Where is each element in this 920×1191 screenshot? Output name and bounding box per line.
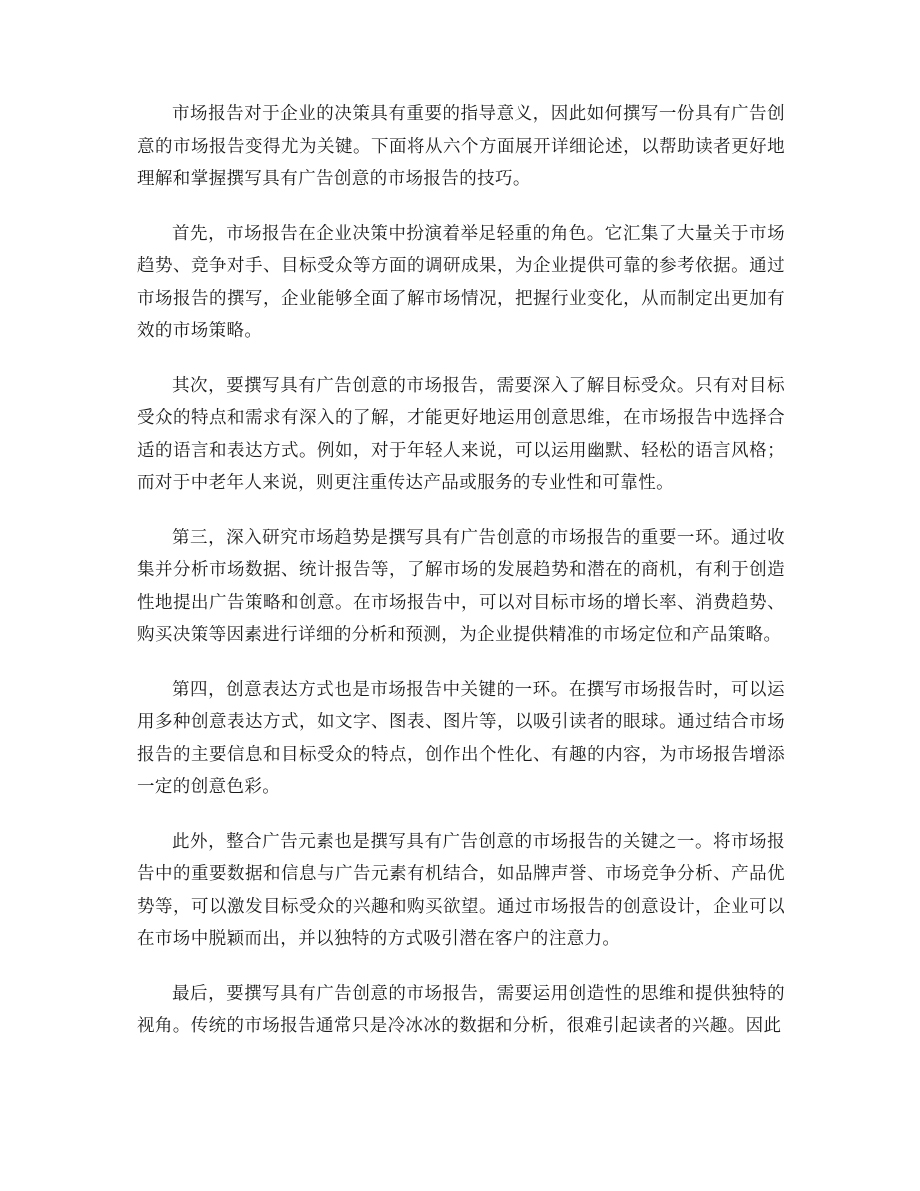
paragraph-intro: 市场报告对于企业的决策具有重要的指导意义，因此如何撰写一份具有广告创意的市场报告变得尤为关键。下面将从六个方面展开详细论述，以帮助读者更好地理解和掌握撰写具有广告创意的市场报告的技巧。 [137, 104, 785, 189]
document-body [137, 98, 785, 1065]
paragraph-third: 第三，深入研究市场趋势是撰写具有广告创意的市场报告的重要一环。通过收集并分析市场数据、统计报告等，了解市场的发展趋势和潜在的商机，有利于创造性地提出广告策略和创意。在市场报告中，可以对目标市场的增长率、消费趋势、购买决策等因素进行详细的分析和预测，为企业提供精准的市场定位和产品策略。 [137, 527, 785, 645]
paragraph-additionally: 此外，整合广告元素也是撰写具有广告创意的市场报告的关键之一。将市场报告中的重要数据和信息与广告元素有机结合，如品牌声誉、市场竞争分析、产品优势等，可以激发目标受众的兴趣和购买欲望。通过市场报告的创意设计，企业可以在市场中脱颖而出，并以独特的方式吸引潜在客户的注意力。 [137, 831, 785, 949]
paragraph-second: 其次，要撰写具有广告创意的市场报告，需要深入了解目标受众。只有对目标受众的特点和需求有深入的了解，才能更好地运用创意思维，在市场报告中选择合适的语言和表达方式。例如，对于年轻人来说，可以运用幽默、轻松的语言风格；而对于中老年人来说，则更注重传达产品或服务的专业性和可靠性。 [137, 375, 785, 493]
paragraph-first: 首先，市场报告在企业决策中扮演着举足轻重的角色。它汇集了大量关于市场趋势、竞争对手、目标受众等方面的调研成果，为企业提供可靠的参考依据。通过市场报告的撰写，企业能够全面了解市场情况，把握行业变化，从而制定出更加有效的市场策略。 [137, 223, 785, 341]
paragraph-fourth: 第四，创意表达方式也是市场报告中关键的一环。在撰写市场报告时，可以运用多种创意表达方式，如文字、图表、图片等，以吸引读者的眼球。通过结合市场报告的主要信息和目标受众的特点，创作出个性化、有趣的内容，为市场报告增添一定的创意色彩。 [137, 679, 785, 797]
paragraph-finally: 最后，要撰写具有广告创意的市场报告，需要运用创造性的思维和提供独特的视角。传统的市场报告通常只是冷冰冰的数据和分析，很难引起读者的兴趣。因此 [137, 983, 785, 1036]
